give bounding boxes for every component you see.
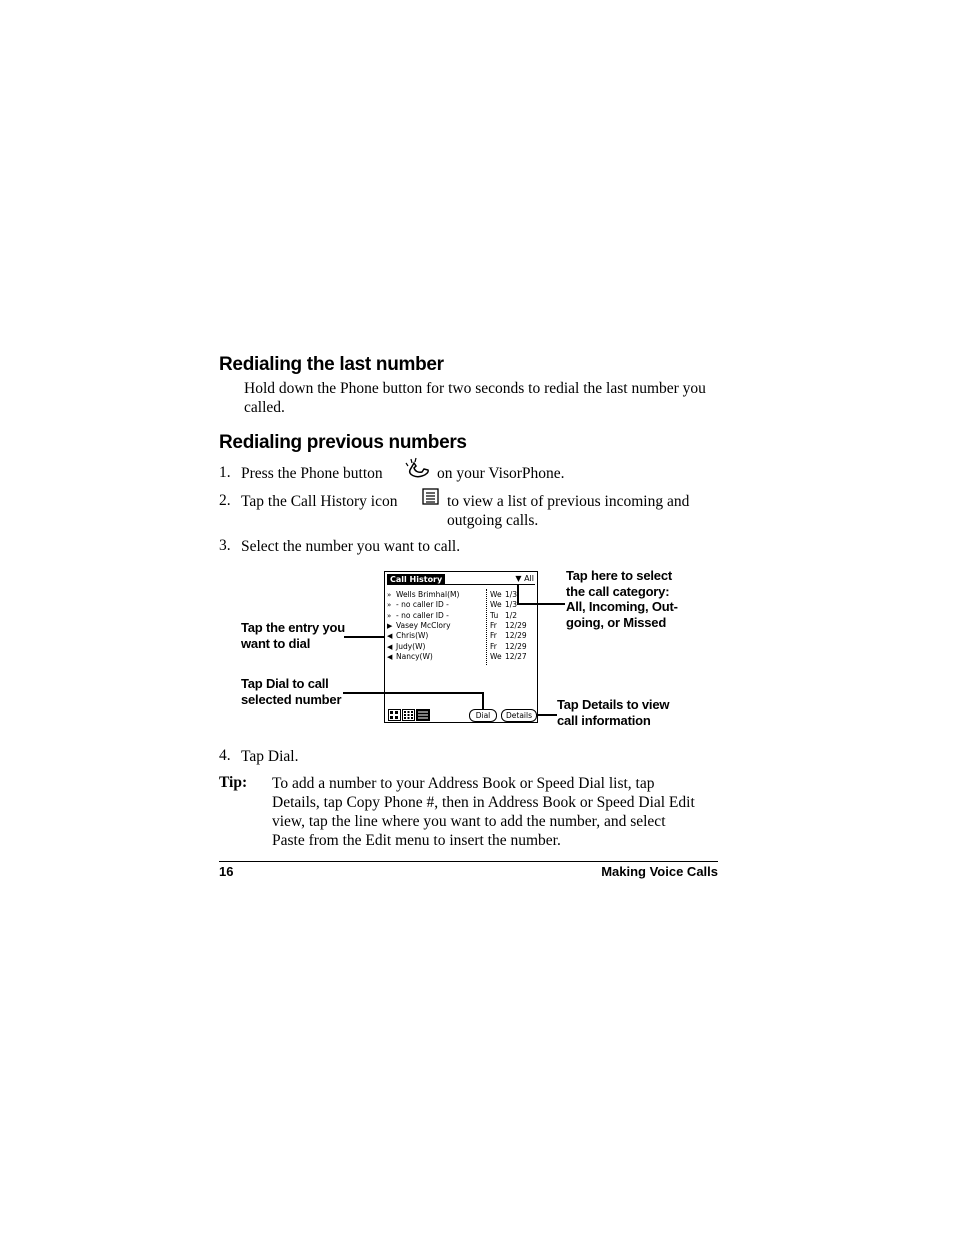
step-number: 1. [219, 464, 231, 481]
page-number: 16 [219, 864, 234, 879]
callout-details [557, 697, 669, 728]
entry-name: - no caller ID - [396, 600, 449, 610]
callout-leader-details [536, 714, 557, 716]
call-entry[interactable] [387, 590, 535, 600]
entry-day: Fr [490, 620, 497, 630]
callout-line: Tap Dial to call [241, 676, 329, 691]
tip-line: To add a number to your Address Book or Speed Dial list, tap [272, 775, 655, 792]
dial-pad-icon[interactable] [402, 709, 415, 721]
callout-line: Tap Details to view [557, 697, 670, 712]
callout-line: want to dial [241, 635, 311, 651]
dial-button[interactable]: Dial [469, 709, 497, 722]
entry-name: Wells Brimhal(M) [396, 590, 460, 599]
outgoing-double-icon: » [387, 591, 392, 599]
step-number: 3. [219, 537, 231, 554]
callout-line: All, Incoming, Out- [566, 599, 678, 614]
step-text: on your VisorPhone. [437, 465, 565, 482]
entry-day: We [490, 651, 502, 661]
entry-date: 1/3 [505, 590, 518, 599]
dropdown-arrow-icon: ▼ [515, 574, 522, 583]
outgoing-double-icon: » [387, 601, 392, 610]
entry-day: We [490, 600, 502, 610]
step-number: 2. [219, 492, 231, 509]
entry-name: Chris(W) [396, 631, 429, 641]
tip-line: view, tap the line where you want to add the number, and select [272, 813, 666, 830]
callout-dial [241, 676, 341, 707]
step-text: Tap Dial. [241, 748, 299, 765]
callout-line: the call category: [566, 583, 670, 599]
callout-leader-category-v [517, 584, 519, 604]
section-body-redial-last: Hold down the Phone button for two seconds to redial the last number you called. [244, 380, 706, 416]
call-history-screen [384, 571, 538, 723]
entry-date: 12/29 [505, 641, 527, 651]
step-number: 4. [219, 747, 231, 764]
entry-name: Vasey McClory [396, 620, 451, 630]
callout-line: call information [557, 712, 651, 728]
entry-day: Tu [490, 610, 499, 620]
call-entry[interactable] [387, 642, 535, 652]
entry-date: 12/27 [505, 651, 527, 661]
entry-date: 1/3 [505, 600, 518, 610]
footer-rule [219, 861, 718, 862]
callout-entry [241, 620, 345, 651]
call-history-tab-icon[interactable] [416, 709, 430, 721]
entry-day: We [490, 590, 502, 599]
chapter-title: Making Voice Calls [601, 864, 718, 879]
tip-label: Tip: [219, 774, 248, 791]
callout-category [566, 568, 678, 630]
call-entry[interactable] [387, 652, 535, 662]
tip-line: Paste from the Edit menu to insert the number. [272, 832, 561, 849]
entry-day: Fr [490, 641, 497, 651]
entry-date: 1/2 [505, 610, 518, 620]
details-button[interactable]: Details [501, 709, 537, 722]
callout-leader-category-h [517, 603, 565, 605]
call-entry[interactable] [387, 631, 535, 641]
entry-date: 12/29 [505, 631, 527, 641]
speed-dial-icon[interactable] [388, 709, 401, 721]
step-text: to view a list of previous incoming and outgoing calls. [447, 493, 690, 529]
category-picker[interactable] [515, 573, 534, 584]
tip-line: Details, tap Copy Phone #, then in Address Book or Speed Dial Edit [272, 794, 695, 811]
title-underline [387, 584, 535, 585]
incoming-arrow-icon: ◀ [387, 642, 393, 651]
entry-name: - no caller ID - [396, 610, 449, 620]
phone-icon [402, 457, 432, 479]
entry-name: Nancy(W) [396, 651, 433, 661]
callout-line: selected number [241, 691, 342, 707]
entry-date: 12/29 [505, 620, 527, 630]
call-entry[interactable] [387, 600, 535, 610]
callout-leader-dial-h [343, 692, 483, 694]
callout-line: Tap here to select [566, 568, 672, 583]
step-text: Select the number you want to call. [241, 538, 461, 555]
step-text: Tap the Call History icon [241, 493, 398, 510]
category-label: All [524, 574, 534, 583]
section-heading-redial-last: Redialing the last number [219, 354, 444, 375]
callout-leader-dial-v [482, 692, 484, 709]
step-text: Press the Phone button [241, 465, 383, 482]
entry-day: Fr [490, 631, 497, 641]
call-entry[interactable] [387, 611, 535, 621]
tip-body [272, 774, 722, 850]
callout-line: Tap the entry you [241, 620, 345, 635]
callout-leader-entry [344, 636, 385, 638]
screen-title: Call History [387, 574, 445, 585]
call-entry[interactable] [387, 621, 535, 631]
outgoing-arrow-icon: ▶ [387, 621, 393, 630]
callout-line: going, or Missed [566, 614, 667, 630]
section-heading-redial-previous: Redialing previous numbers [219, 432, 467, 453]
incoming-arrow-icon: ◀ [387, 652, 393, 661]
entry-name: Judy(W) [396, 641, 426, 651]
call-history-icon [422, 488, 440, 506]
outgoing-double-icon: » [387, 611, 392, 620]
incoming-arrow-icon: ◀ [387, 632, 393, 641]
